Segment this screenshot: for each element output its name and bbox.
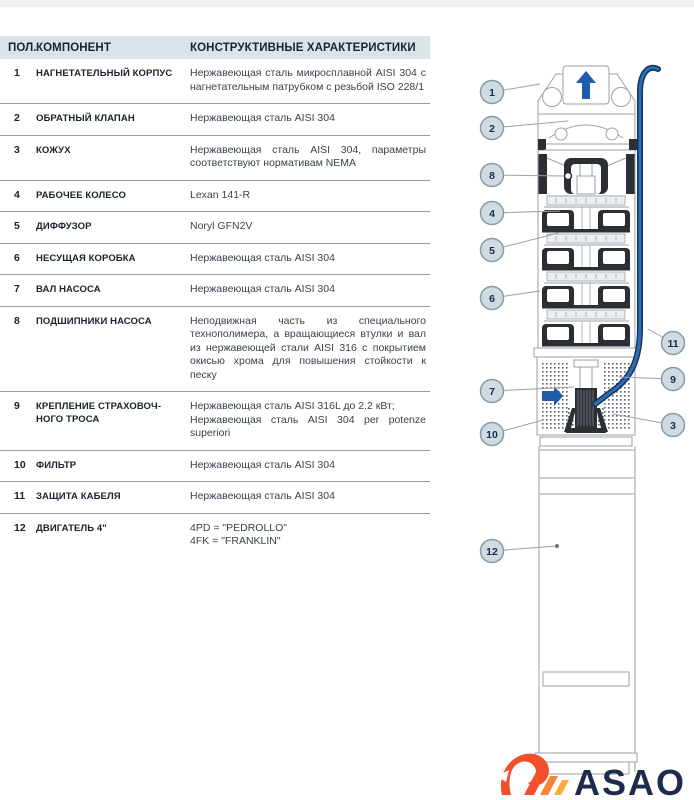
row-position: 1 (14, 67, 20, 79)
callout-number: 1 (489, 86, 495, 99)
table-row (0, 482, 430, 514)
table-header (0, 36, 430, 59)
table-row (0, 307, 430, 393)
table-row (0, 514, 430, 558)
row-position: 4 (14, 188, 20, 201)
callout-number: 11 (667, 337, 679, 350)
table-rows (0, 59, 430, 558)
pump-stages (542, 196, 630, 347)
header-pos: ПОЛ. (8, 41, 37, 54)
table-row (0, 104, 430, 136)
pump-drawing (534, 66, 658, 774)
callout-1 (481, 81, 541, 104)
callout-number: 7 (489, 385, 495, 398)
lifting-eyelet-right (612, 88, 631, 107)
callout-number: 2 (489, 122, 495, 135)
row-component: ДВИГАТЕЛЬ 4" (36, 522, 107, 534)
row-characteristics: 4PD = "PEDROLLO" 4FK = "FRANKLIN" (190, 521, 288, 547)
callout-number: 3 (670, 419, 676, 432)
row-position: 2 (14, 112, 20, 124)
table-row (0, 59, 430, 104)
row-position: 11 (14, 490, 26, 502)
row-component: КРЕПЛЕНИЕ СТРАХОВОЧ-НОГО ТРОСА (36, 401, 162, 425)
header-characteristics: КОНСТРУКТИВНЫЕ ХАРАКТЕРИСТИКИ (190, 41, 416, 54)
header-component: КОМПОНЕНТ (36, 41, 111, 54)
row-component: ДИФФУЗОР (36, 221, 92, 232)
table-row (0, 392, 430, 451)
row-characteristics: Нержавеющая сталь AISI 304 (190, 251, 335, 264)
row-component: РАБОЧЕЕ КОЛЕСО (36, 189, 126, 201)
row-component: ЗАЩИТА КАБЕЛЯ (36, 491, 121, 502)
row-position: 7 (14, 283, 20, 295)
row-component: ФИЛЬТР (36, 459, 77, 471)
table-row (0, 451, 430, 483)
callout-6 (481, 287, 541, 310)
callout-11 (648, 329, 685, 355)
logo-mark-icon (497, 754, 569, 795)
row-component: ПОДШИПНИКИ НАСОСА (36, 315, 152, 327)
table-row (0, 212, 430, 244)
row-position: 3 (14, 143, 20, 156)
row-component: ОБРАТНЫЙ КЛАПАН (36, 113, 135, 124)
row-characteristics: Нержавеющая сталь AISI 304 (190, 283, 335, 295)
row-component: КОЖУХ (36, 144, 71, 156)
row-position: 5 (14, 220, 20, 232)
row-position: 10 (14, 458, 26, 471)
table-row (0, 244, 430, 276)
row-position: 8 (14, 314, 20, 327)
row-characteristics: Неподвижная часть из специального технополимера, а вращающиеся втулки и вал из нержавеющей стали AISI 316 с покрытием окисью хрома для повышения стойкости к песку (190, 314, 426, 381)
table-row (0, 181, 430, 213)
callout-number: 4 (489, 207, 495, 220)
row-characteristics: Noryl GFN2V (190, 220, 253, 232)
motor-section (535, 446, 637, 774)
row-characteristics: Нержавеющая сталь AISI 316L до 2.2 кВт; Нержавеющая сталь AISI 304 per potenze superiori (190, 400, 426, 439)
row-characteristics: Нержавеющая сталь AISI 304, параметры соответствуют нормативам NEMA (190, 143, 426, 169)
callout-number: 8 (489, 169, 495, 182)
callout-number: 12 (486, 545, 498, 558)
pump-bearings (538, 154, 635, 196)
row-position: 9 (14, 400, 20, 412)
callout-number: 9 (670, 373, 676, 386)
row-component: НЕСУЩАЯ КОРОБКА (36, 252, 136, 264)
row-position: 12 (14, 521, 26, 534)
callout-number: 6 (489, 292, 495, 305)
row-characteristics: Нержавеющая сталь AISI 304 (190, 458, 335, 471)
callout-number: 5 (489, 244, 495, 257)
row-characteristics: Нержавеющая сталь AISI 304 (190, 490, 335, 502)
row-characteristics: Нержавеющая сталь AISI 304 (190, 112, 335, 124)
logo-text: ASAO (574, 762, 687, 800)
components-table (0, 36, 430, 558)
row-characteristics: Lexan 141-R (190, 188, 251, 201)
callout-number: 10 (486, 428, 498, 441)
callout-10 (481, 420, 544, 446)
row-component: ВАЛ НАСОСА (36, 284, 101, 295)
asao-logo (494, 745, 694, 800)
pump-diagram (430, 0, 694, 800)
callout-8 (481, 164, 565, 187)
filter-section (534, 348, 638, 446)
table-row (0, 275, 430, 307)
row-component: НАГНЕТАТЕЛЬНЫЙ КОРПУС (36, 68, 173, 79)
table-row (0, 136, 430, 181)
row-characteristics: Нержавеющая сталь микросплавной AISI 304 с нагнетательным патрубком с резьбой ISO 228/1 (190, 67, 426, 93)
callout-12 (481, 540, 560, 563)
lifting-eyelet-left (543, 88, 562, 107)
row-position: 6 (14, 251, 20, 264)
